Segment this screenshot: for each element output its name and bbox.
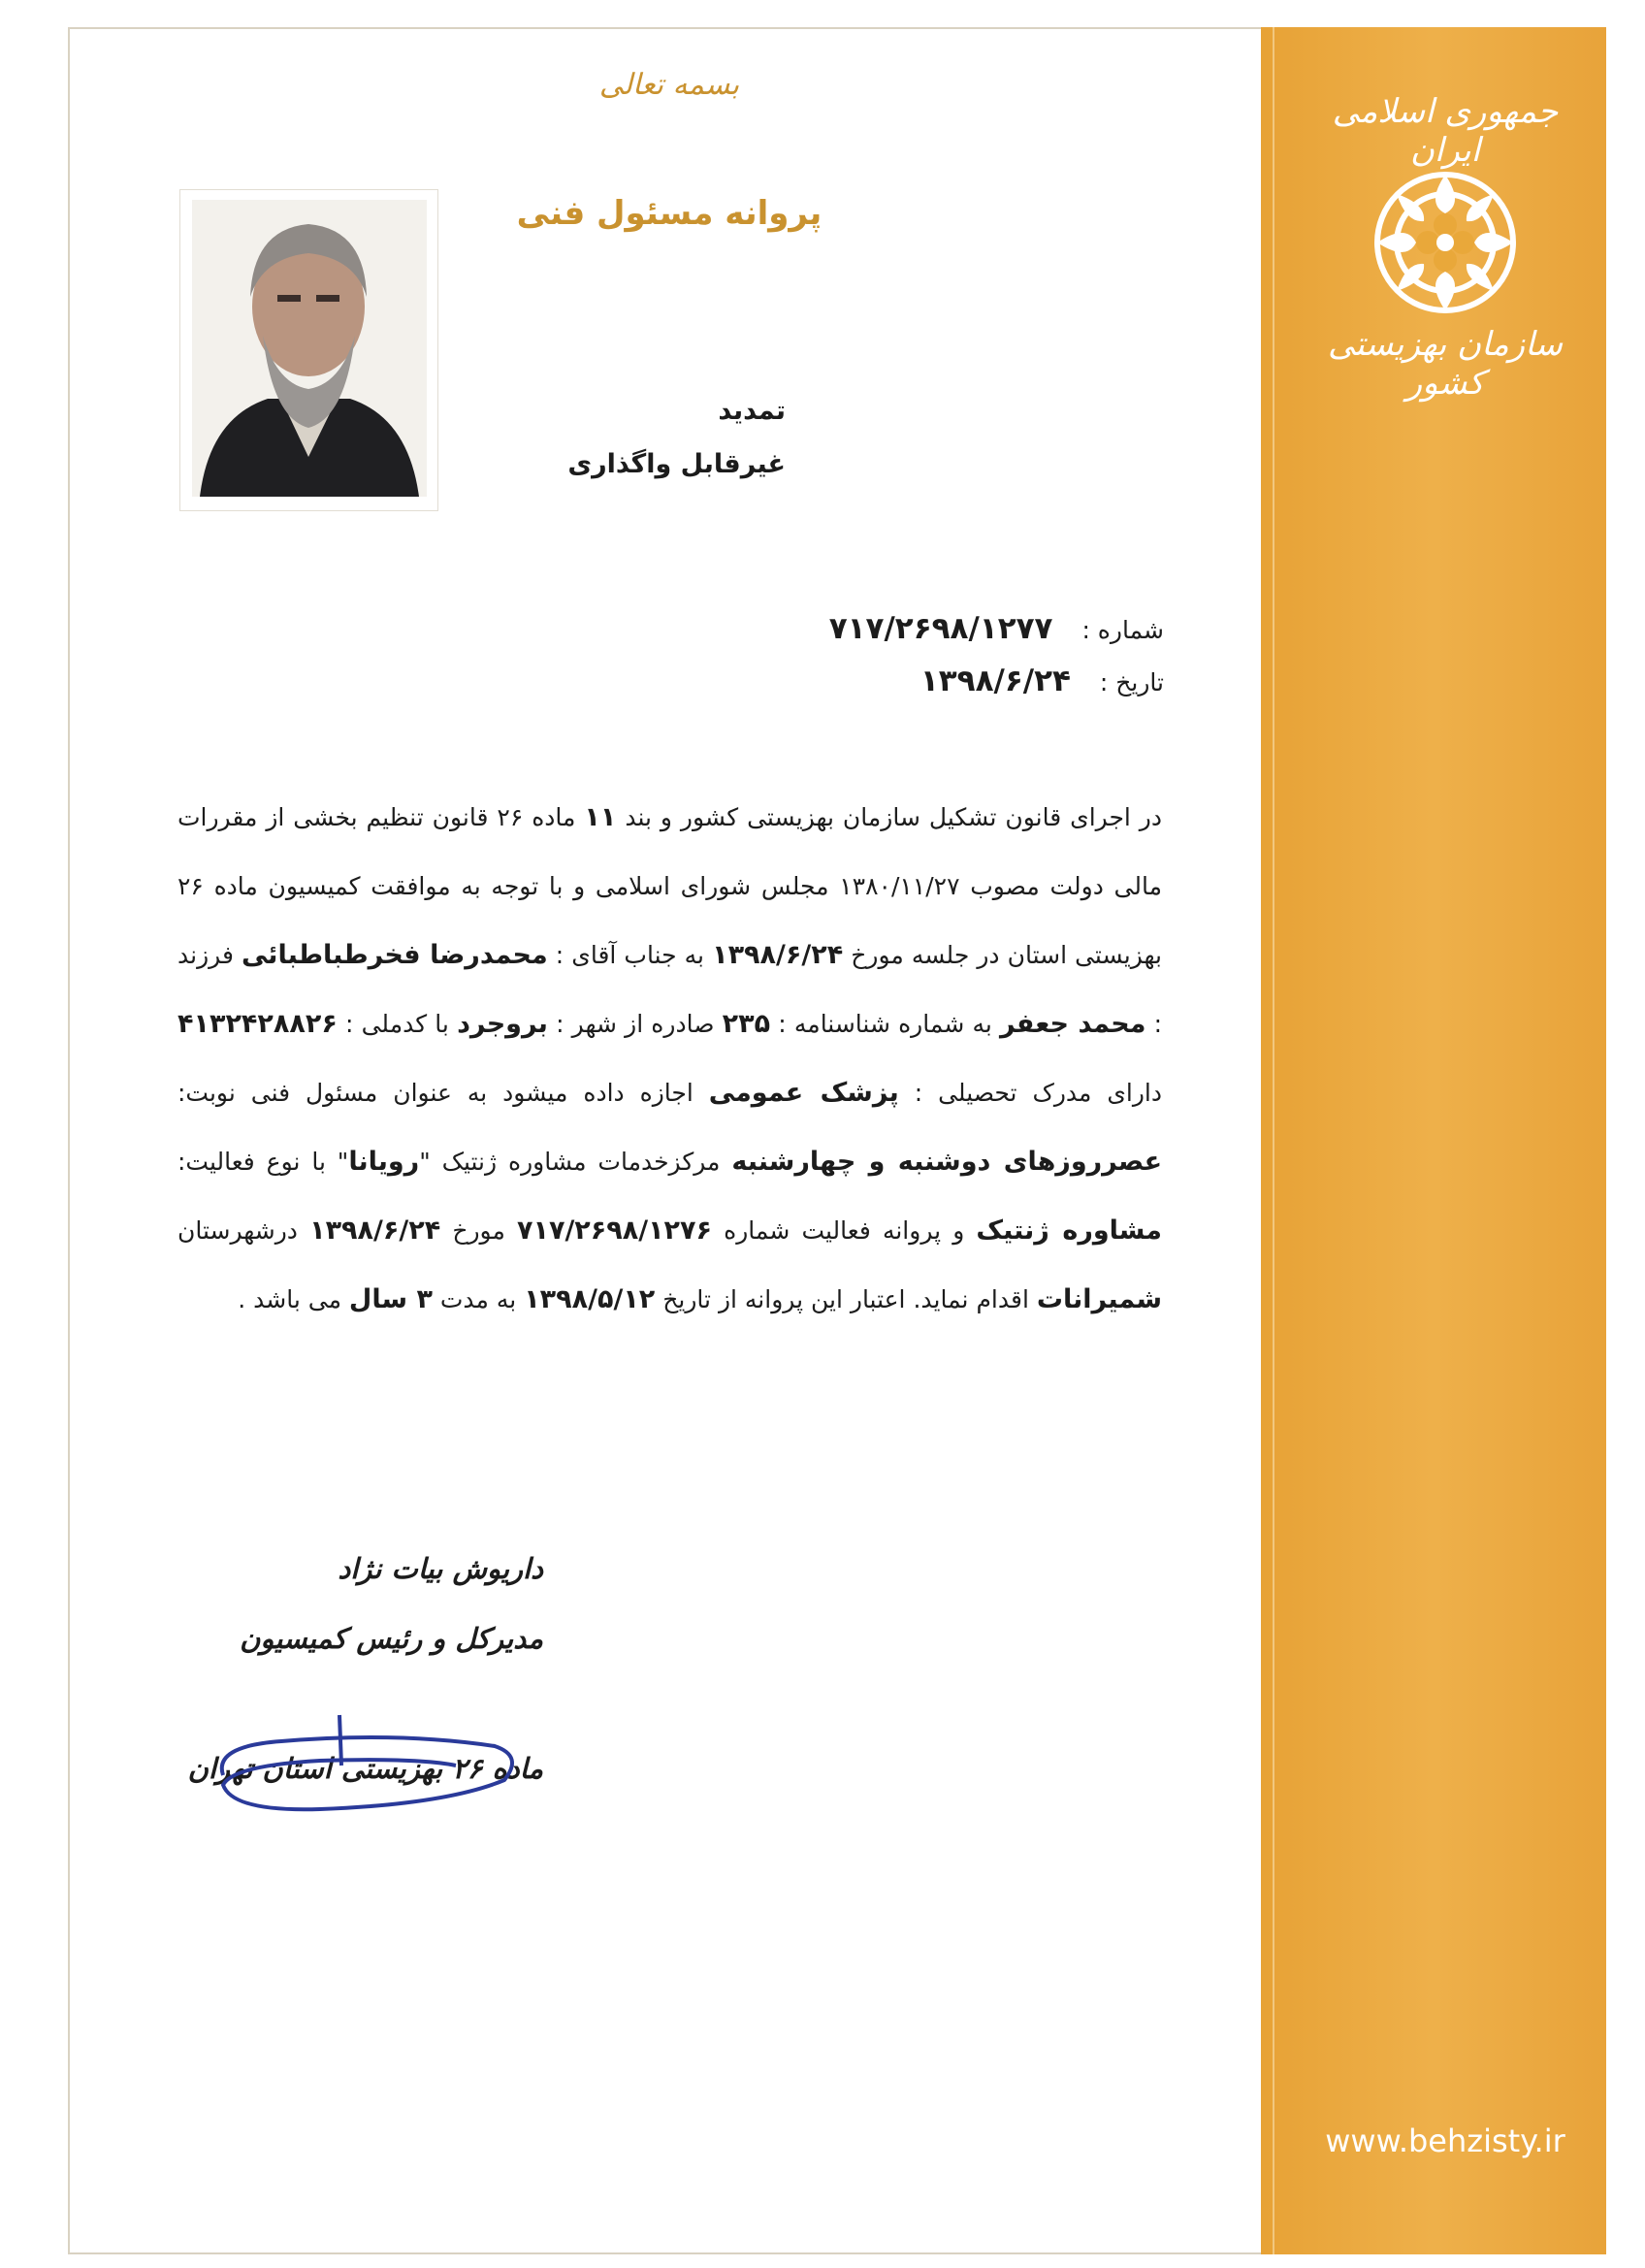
national-code-label: با کدملی : bbox=[344, 1010, 449, 1038]
non-transferable-label: غیرقابل واگذاری bbox=[567, 449, 786, 479]
addressee-label: به جناب آقای : bbox=[555, 941, 705, 969]
band-edge-line bbox=[1273, 27, 1274, 2254]
signatory-name: داریوش بیات نژاد bbox=[338, 1552, 543, 1585]
license-number-value: ۷۱۷/۲۶۹۸/۱۲۷۷ bbox=[828, 611, 1053, 646]
degree: پزشک عمومی bbox=[708, 1078, 899, 1108]
license-date-row bbox=[776, 664, 1164, 698]
body-text-law: ماده ۲۶ قانون تنظیم بخشی از مقررات مالی دولت مصوب ۱۳۸۰/۱۱/۲۷ مجلس شورای اسلامی و با توجه به موافقت کمیسیون ماده ۲۶ بهزیستی استان در جلسه مورخ bbox=[177, 803, 1163, 969]
session-date: ۱۳۹۸/۶/۲۴ bbox=[712, 940, 844, 970]
clause-number: ۱۱ bbox=[584, 802, 617, 832]
website-link[interactable]: www.behzisty.ir bbox=[1325, 2122, 1565, 2159]
center-name: رویانا bbox=[348, 1147, 420, 1177]
validity-duration: ۳ سال bbox=[348, 1284, 433, 1314]
father-label: فرزند : bbox=[177, 941, 1163, 1038]
portrait-photo bbox=[179, 189, 438, 511]
license-date-label: تاریخ : bbox=[1099, 668, 1164, 697]
body-text-intro: در اجرای قانون تشکیل سازمان بهزیستی کشور و بند bbox=[625, 803, 1162, 831]
period-label: به مدت bbox=[439, 1285, 517, 1313]
signatory-unit: ماده ۲۶ بهزیستی استان تهران bbox=[187, 1752, 543, 1785]
activity-license-date: ۱۳۹۸/۶/۲۴ bbox=[309, 1215, 441, 1246]
country-name: جمهوری اسلامی ایران bbox=[1332, 92, 1559, 170]
valid-from-date: ۱۳۹۸/۵/۱۲ bbox=[524, 1284, 656, 1314]
father-name: محمد جعفر bbox=[1000, 1009, 1146, 1039]
license-number-row bbox=[776, 611, 1164, 646]
license-date-value: ۱۳۹۸/۶/۲۴ bbox=[919, 664, 1071, 698]
center-text: مرکزخدمات مشاوره ژنتیک " bbox=[419, 1148, 721, 1176]
validity-text: اقدام نماید. اعتبار این پروانه از تاریخ bbox=[662, 1285, 1029, 1313]
behzisti-logo-icon bbox=[1368, 165, 1523, 320]
id-number-label: به شماره شناسنامه : bbox=[778, 1010, 992, 1038]
activity-license-date-label: مورخ bbox=[452, 1216, 505, 1245]
county: شمیرانات bbox=[1036, 1284, 1162, 1314]
activity-type: مشاوره ژنتیک bbox=[976, 1215, 1162, 1246]
activity-type-label: " با نوع فعالیت: bbox=[177, 1148, 349, 1176]
issued-city: بروجرد bbox=[457, 1009, 548, 1039]
county-label: درشهرستان bbox=[177, 1216, 298, 1245]
national-code: ۴۱۳۲۴۲۸۸۲۶ bbox=[177, 1009, 338, 1039]
bismillah-heading: بسمه تعالی bbox=[598, 68, 740, 102]
permit-text: اجازه داده میشود به عنوان مسئول فنی نوبت: bbox=[177, 1079, 693, 1107]
shift-schedule: عصرروزهای دوشنبه و چهارشنبه bbox=[731, 1147, 1163, 1177]
signatory-role: مدیرکل و رئیس کمیسیون bbox=[240, 1622, 543, 1655]
organization-name: سازمان بهزیستی کشور bbox=[1328, 325, 1563, 403]
holder-name: محمدرضا فخرطباطبائی bbox=[241, 940, 548, 970]
body-text-end: می باشد . bbox=[238, 1285, 341, 1313]
renewal-label: تمدید bbox=[718, 396, 786, 426]
degree-label: دارای مدرک تحصیلی : bbox=[914, 1079, 1162, 1107]
license-number-label: شماره : bbox=[1081, 616, 1164, 644]
id-number: ۲۳۵ bbox=[722, 1009, 771, 1039]
issued-city-label: صادره از شهر : bbox=[556, 1010, 715, 1038]
page-title: پروانه مسئول فنی bbox=[516, 194, 822, 233]
license-body-text bbox=[177, 783, 1162, 1334]
activity-license-label: و پروانه فعالیت شماره bbox=[724, 1216, 965, 1245]
handwritten-signature bbox=[204, 1707, 533, 1824]
activity-license-number: ۷۱۷/۲۶۹۸/۱۲۷۶ bbox=[517, 1215, 712, 1246]
